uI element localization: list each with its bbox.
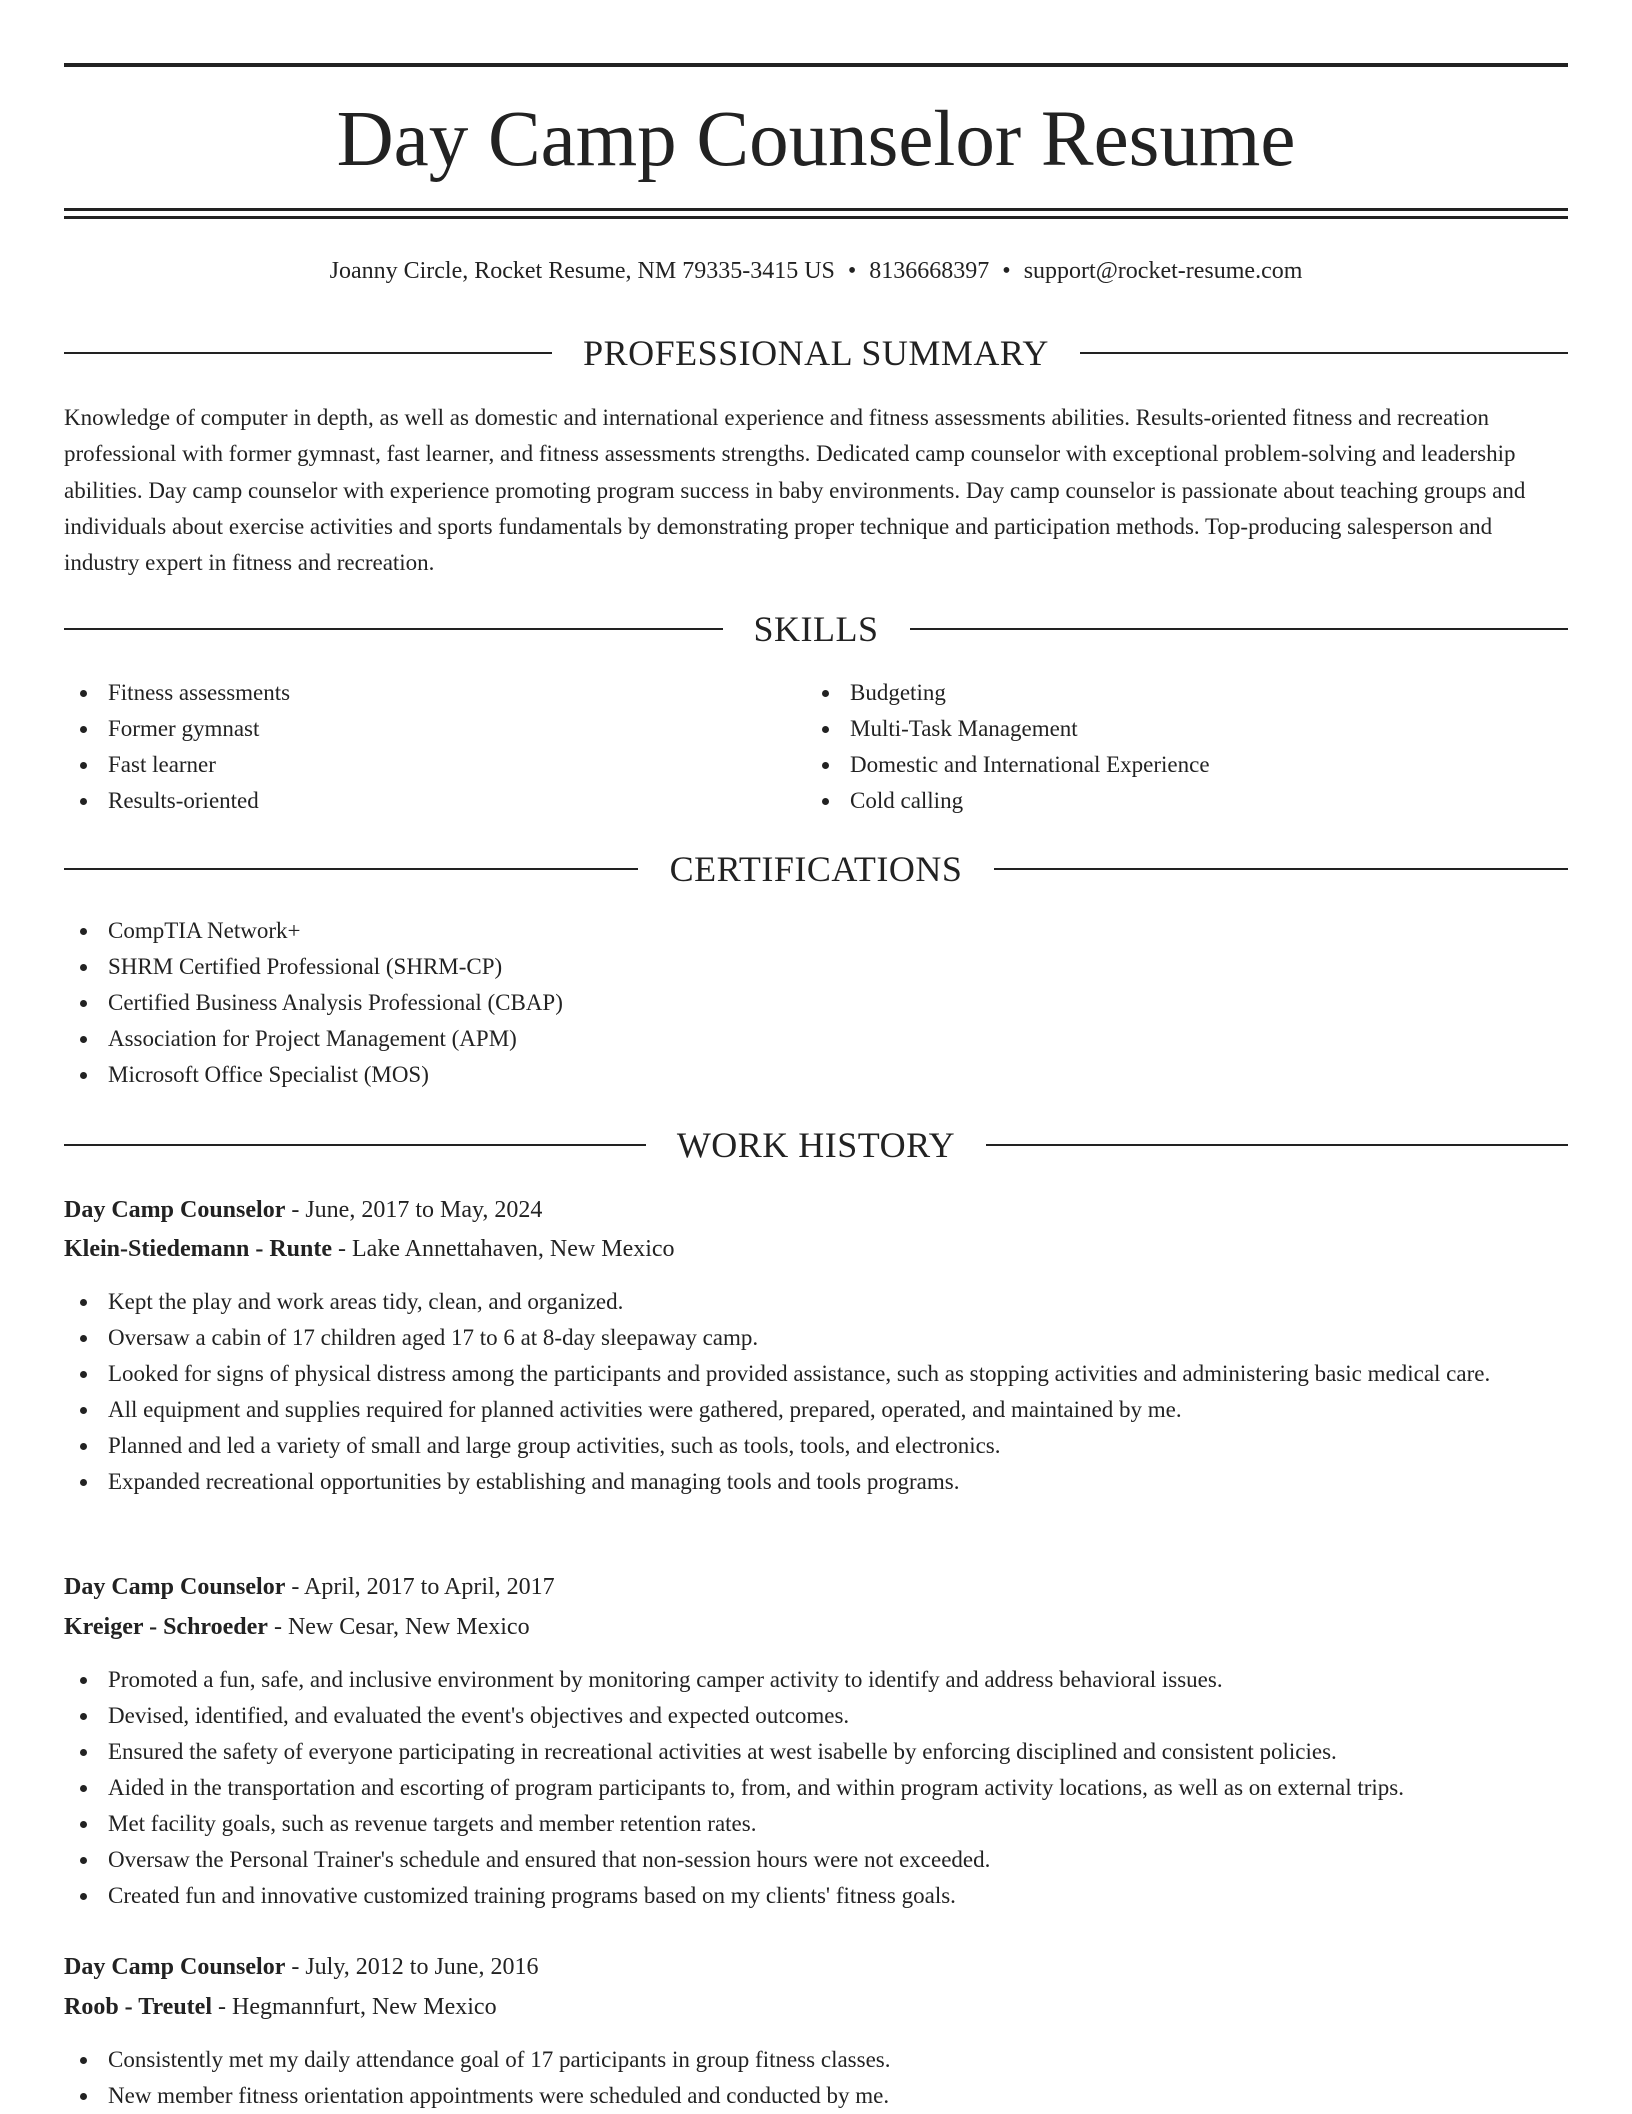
skill-item: Former gymnast xyxy=(64,711,806,747)
job-company-line xyxy=(64,1607,530,1647)
section-skills-heading xyxy=(64,607,1568,651)
job-bullet: Consistently met my daily attendance goal of 17 participants in group fitness classes. xyxy=(64,2042,1568,2078)
section-rule-right xyxy=(994,868,1568,870)
skill-item: Cold calling xyxy=(806,783,1568,819)
job-bullet: Devised, identified, and evaluated the event's objectives and expected outcomes. xyxy=(64,1698,1568,1734)
job-company: Roob - Treutel xyxy=(64,1994,212,2020)
certifications-list xyxy=(64,913,1568,1093)
skills-list-right xyxy=(806,675,1568,819)
job-location: - New Cesar, New Mexico xyxy=(267,1614,530,1640)
certification-item: CompTIA Network+ xyxy=(64,913,1568,949)
skill-item: Fast learner xyxy=(64,747,806,783)
skill-item: Fitness assessments xyxy=(64,675,806,711)
section-title: WORK HISTORY xyxy=(676,1125,956,1165)
job-bullet: Aided in the transportation and escorting of program participants to, from, and within program activity locations, as well as on external trips. xyxy=(64,1770,1568,1806)
header-bottom-rule-2 xyxy=(64,216,1568,219)
section-rule-right xyxy=(910,628,1568,630)
job-company-line xyxy=(64,1987,497,2027)
job-bullet: Kept the play and work areas tidy, clean, and organized. xyxy=(64,1284,1568,1320)
section-title: SKILLS xyxy=(753,609,879,649)
job-bullets xyxy=(64,2042,1568,2114)
contact-phone: 8136668397 xyxy=(869,258,990,284)
certification-item: Microsoft Office Specialist (MOS) xyxy=(64,1057,1568,1093)
certification-item: Association for Project Management (APM) xyxy=(64,1021,1568,1057)
contact-email: support@rocket-resume.com xyxy=(1023,258,1303,284)
job-title: Day Camp Counselor xyxy=(64,1197,286,1223)
skill-item: Budgeting xyxy=(806,675,1568,711)
job-bullet: Oversaw the Personal Trainer's schedule and ensured that non-session hours were not exceeded. xyxy=(64,1842,1568,1878)
job-bullet: All equipment and supplies required for planned activities were gathered, prepared, operated, and maintained by me. xyxy=(64,1392,1568,1428)
job-location: - Hegmannfurt, New Mexico xyxy=(212,1994,497,2020)
certification-item: Certified Business Analysis Professional (CBAP) xyxy=(64,985,1568,1021)
job-title-line xyxy=(64,1567,555,1607)
job-company: Klein-Stiedemann - Runte xyxy=(64,1236,333,1262)
summary-text: Knowledge of computer in depth, as well as domestic and international experience and fitness assessments abilities. Results-oriented fitness and recreation professional with former gymnast, fast learner, and fitness assessments strengths. Dedicated camp counselor with exceptional problem-solving and leadership abilities. Day camp counselor with experience promoting program success in baby environments. Day camp counselor is passionate about teaching groups and individuals about exercise activities and sports fundamentals by demonstrating proper technique and participation methods. Top-producing salesperson and industry expert in fitness and recreation. xyxy=(64,405,1526,576)
job-bullet: Promoted a fun, safe, and inclusive environment by monitoring camper activity to identify and address behavioral issues. xyxy=(64,1662,1568,1698)
job-title-line xyxy=(64,1947,538,1987)
job-title: Day Camp Counselor xyxy=(64,1574,286,1600)
section-rule-right xyxy=(986,1144,1568,1146)
job-company: Kreiger - Schroeder xyxy=(64,1614,268,1640)
job-location: - Lake Annettahaven, New Mexico xyxy=(332,1236,675,1262)
job-bullet: Planned and led a variety of small and large group activities, such as tools, tools, and electronics. xyxy=(64,1428,1568,1464)
skill-item: Multi-Task Management xyxy=(806,711,1568,747)
header-top-rule xyxy=(64,63,1568,67)
page-title: Day Camp Counselor Resume xyxy=(336,96,1296,183)
job-title: Day Camp Counselor xyxy=(64,1954,286,1980)
certification-item: SHRM Certified Professional (SHRM-CP) xyxy=(64,949,1568,985)
contact-line xyxy=(64,253,1568,289)
job-dates: - April, 2017 to April, 2017 xyxy=(285,1574,555,1600)
contact-address: Joanny Circle, Rocket Resume, NM 79335-3415 US xyxy=(329,258,835,284)
job-bullets xyxy=(64,1284,1568,1500)
job-dates: - July, 2012 to June, 2016 xyxy=(285,1954,539,1980)
section-rule-right xyxy=(1080,352,1568,354)
section-summary-heading xyxy=(64,331,1568,375)
job-bullet: Met facility goals, such as revenue targets and member retention rates. xyxy=(64,1806,1568,1842)
job-bullet: Oversaw a cabin of 17 children aged 17 to 6 at 8-day sleepaway camp. xyxy=(64,1320,1568,1356)
skill-item: Results-oriented xyxy=(64,783,806,819)
job-bullets xyxy=(64,1662,1568,1914)
section-title: CERTIFICATIONS xyxy=(669,849,963,889)
job-bullet: Ensured the safety of everyone participating in recreational activities at west isabelle by enforcing disciplined and consistent policies. xyxy=(64,1734,1568,1770)
job-dates: - June, 2017 to May, 2024 xyxy=(285,1197,543,1223)
job-bullet: New member fitness orientation appointments were scheduled and conducted by me. xyxy=(64,2078,1568,2114)
job-bullet: Expanded recreational opportunities by establishing and managing tools and tools programs. xyxy=(64,1464,1568,1500)
skill-item: Domestic and International Experience xyxy=(806,747,1568,783)
header-bottom-rule xyxy=(64,208,1568,211)
job-company-line xyxy=(64,1229,675,1269)
job-bullet: Created fun and innovative customized training programs based on my clients' fitness goals. xyxy=(64,1878,1568,1914)
section-work-heading xyxy=(64,1123,1568,1167)
section-title: PROFESSIONAL SUMMARY xyxy=(583,333,1049,373)
job-title-line xyxy=(64,1190,542,1230)
contact-separator: • xyxy=(1002,258,1011,284)
contact-separator: • xyxy=(847,258,857,284)
section-certifications-heading xyxy=(64,847,1568,891)
skills-list-left xyxy=(64,675,806,819)
job-bullet: Looked for signs of physical distress among the participants and provided assistance, such as stopping activities and administering basic medical care. xyxy=(64,1356,1568,1392)
